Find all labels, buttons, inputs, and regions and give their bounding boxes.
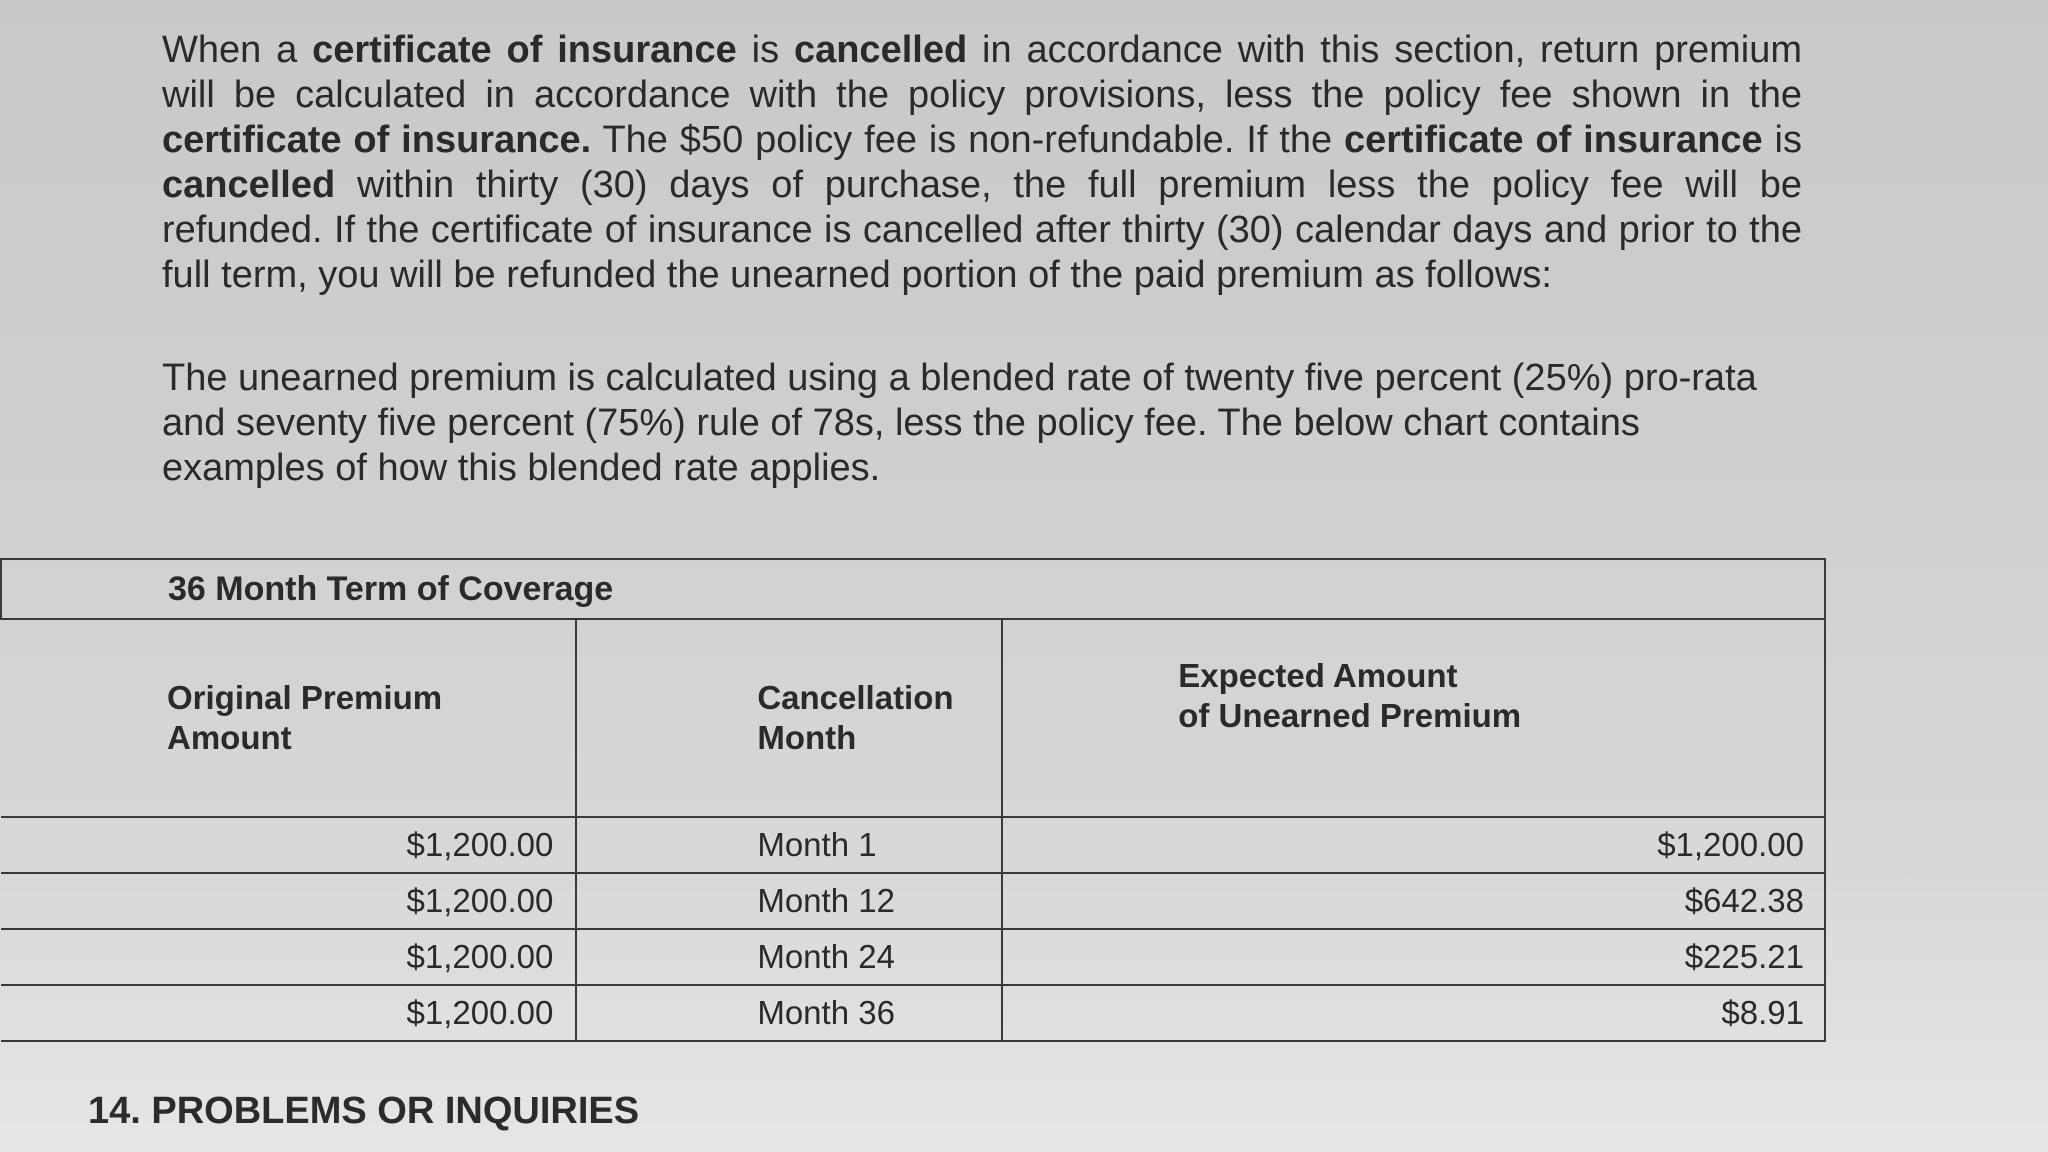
term-of-coverage-title: 36 Month Term of Coverage (1, 559, 1825, 619)
table-row (1, 873, 1825, 929)
bold-term: cancelled (793, 29, 968, 71)
text-run: is (1762, 119, 1802, 161)
header-line: Cancellation (757, 679, 954, 716)
unearned-premium-table (0, 558, 1826, 1042)
text-run: is (736, 29, 794, 71)
premium-cell: $1,200.00 (1, 873, 576, 929)
table-title-row (1, 559, 1825, 619)
month-cell: Month 1 (576, 817, 1002, 873)
premium-cell: $1,200.00 (1, 817, 576, 873)
month-cell: Month 36 (576, 985, 1002, 1041)
header-cancellation-month (576, 619, 1002, 817)
month-cell: Month 24 (576, 929, 1002, 985)
cancellation-paragraph (162, 28, 1802, 298)
bold-term: certificate of insurance (1343, 119, 1763, 161)
unearned-premium-paragraph: The unearned premium is calculated using a blended rate of twenty five percent (25%) pro-rata and seventy five percent (75%) rule of 78s, less the policy fee. The below chart contains examples of how this blended rate applies. (162, 357, 1757, 489)
month-cell: Month 12 (576, 873, 1002, 929)
header-original-premium (1, 619, 576, 817)
text-run: The $50 policy fee is non-refundable. If the (591, 119, 1344, 161)
header-line: Month (757, 719, 857, 756)
premium-cell: $1,200.00 (1, 929, 576, 985)
table-row (1, 817, 1825, 873)
section-heading: 14. PROBLEMS OR INQUIRIES (88, 1090, 640, 1132)
unearned-cell: $642.38 (1002, 873, 1825, 929)
header-line: of Unearned Premium (1178, 697, 1522, 734)
unearned-cell: $1,200.00 (1002, 817, 1825, 873)
text-run: within thirty (30) days of purchase, the full premium less the policy fee will be refunded. If the certificate of insurance is cancelled after thirty (30) calendar days and prior to the full term, you will be refunded the unearned portion of the paid premium as follows: (162, 164, 1802, 296)
table-row (1, 929, 1825, 985)
header-expected-unearned (1002, 619, 1825, 817)
bold-term: cancelled (162, 164, 336, 206)
unearned-cell: $8.91 (1002, 985, 1825, 1041)
text-run: When a (162, 29, 313, 71)
unearned-cell: $225.21 (1002, 929, 1825, 985)
header-line: Expected Amount (1178, 657, 1458, 694)
premium-cell: $1,200.00 (1, 985, 576, 1041)
header-line: Amount (167, 719, 292, 756)
text-run: in accordance with this section, return premium will be calculated in accordance with the policy provisions, less the policy fee shown in the (162, 29, 1802, 116)
table-header-row (1, 619, 1825, 817)
bold-term: certificate of insurance (312, 29, 737, 71)
header-line: Original Premium (167, 679, 443, 716)
bold-term: certificate of insurance. (162, 119, 592, 161)
table-row (1, 985, 1825, 1041)
